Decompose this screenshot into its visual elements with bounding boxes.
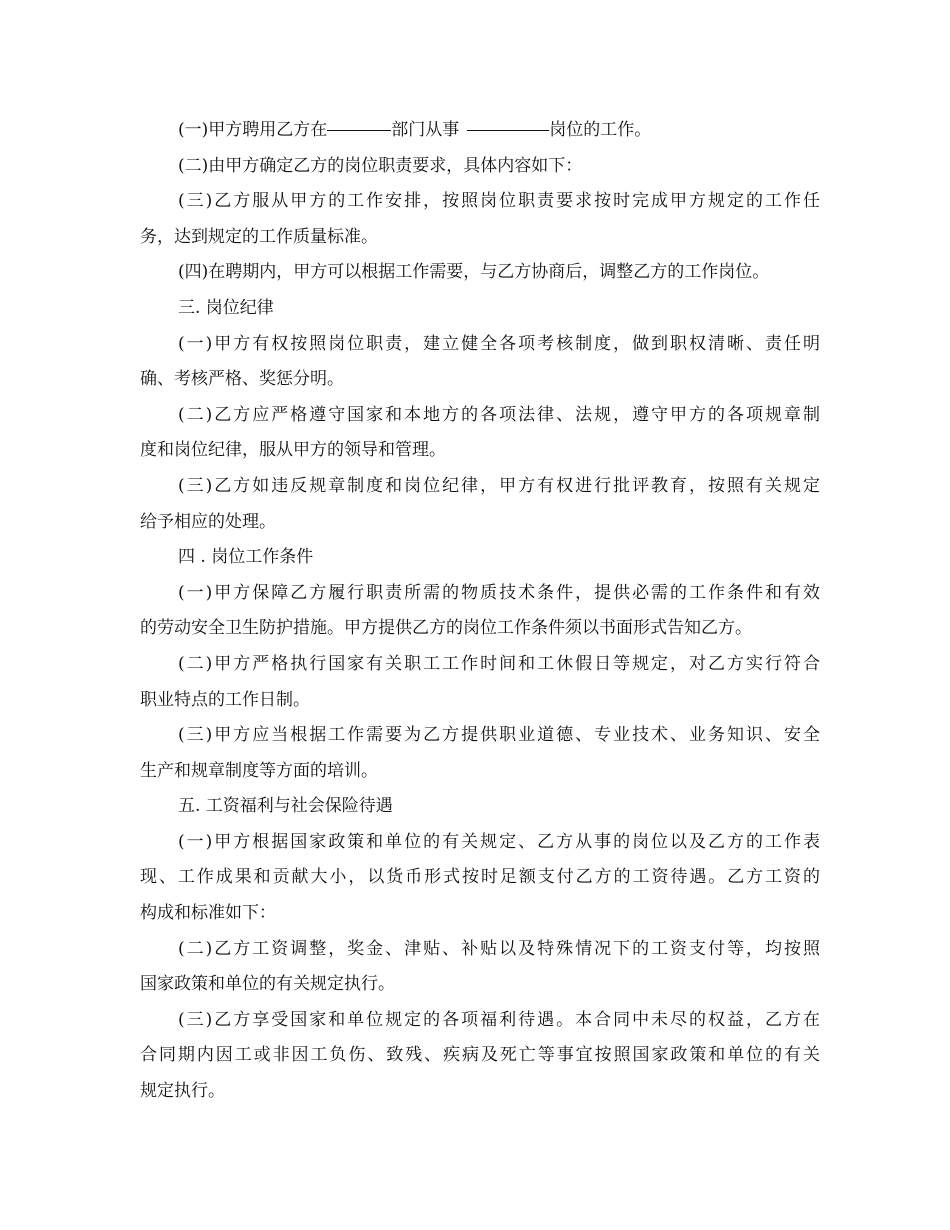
clause5-item1-line1: (一)甲方根据国家政策和单位的有关规定、乙方从事的岗位以及乙方的工作表 [178,831,820,852]
clause3-item1-line1: (一)甲方有权按照岗位职责，建立健全各项考核制度，做到职权清晰、责任明 [178,333,820,354]
clause4-item3-line2: 生产和规章制度等方面的培训。 [140,760,378,781]
clause5-item1-line3: 构成和标准如下： [140,903,276,924]
clause5-heading: 五. 工资福利与社会保险待遇 [178,796,393,817]
clause2-item1-suffix: 岗位的工作。 [549,120,652,140]
clause3-item1-line2: 确、考核严格、奖惩分明。 [140,369,344,390]
clause4-item1-line1: (一)甲方保障乙方履行职责所需的物质技术条件，提供必需的工作条件和有效 [178,582,820,603]
clause2-item1 [140,113,820,149]
clause3-item3-line2: 给予相应的处理。 [140,511,276,532]
document-body [140,113,820,1110]
clause5-item1-line2: 现、工作成果和贡献大小，以货币形式按时足额支付乙方的工资待遇。乙方工资的 [140,867,820,888]
clause4-heading: 四 . 岗位工作条件 [178,547,314,568]
clause5-item2-line2: 国家政策和单位的有关规定执行。 [140,974,395,995]
clause2-item4: (四)在聘期内，甲方可以根据工作需要，与乙方协商后，调整乙方的工作岗位。 [178,262,770,283]
department-blank [327,129,391,131]
clause3-item2-line1: (二)乙方应严格遵守国家和本地方的各项法律、法规，遵守甲方的各项规章制 [178,404,820,425]
clause5-item3-line2: 合同期内因工或非因工负伤、致残、疾病及死亡等事宜按照国家政策和单位的有关 [140,1045,820,1066]
clause2-item1-middle: 部门从事 [391,120,460,140]
clause2-item2: (二)由甲方确定乙方的岗位职责要求，具体内容如下： [178,155,583,176]
clause4-item3-line1: (三)甲方应当根据工作需要为乙方提供职业道德、专业技术、业务知识、安全 [178,725,820,746]
position-blank [467,129,549,131]
clause3-item2-line2: 度和岗位纪律，服从甲方的领导和管理。 [140,440,446,461]
clause5-item3-line3: 规定执行。 [140,1081,225,1102]
clause4-item2-line2: 职业特点的工作日制。 [140,689,310,710]
clause2-item3-line1: (三)乙方服从甲方的工作安排，按照岗位职责要求按时完成甲方规定的工作任 [178,191,820,212]
clause4-item1-line2: 的劳动安全卫生防护措施。甲方提供乙方的岗位工作条件须以书面形式告知乙方。 [140,618,752,639]
clause3-item3-line1: (三)乙方如违反规章制度和岗位纪律，甲方有权进行批评教育，按照有关规定 [178,475,820,496]
clause4-item2-line1: (二)甲方严格执行国家有关职工工作时间和工休假日等规定，对乙方实行符合 [178,653,820,674]
clause3-heading: 三. 岗位纪律 [178,297,274,318]
clause5-item2-line1: (二)乙方工资调整，奖金、津贴、补贴以及特殊情况下的工资支付等，均按照 [178,938,820,959]
clause2-item1-prefix: (一)甲方聘用乙方在 [178,120,328,140]
clause5-item3-line1: (三)乙方享受国家和单位规定的各项福利待遇。本合同中未尽的权益，乙方在 [178,1009,820,1030]
clause2-item3-line2: 务，达到规定的工作质量标准。 [140,226,378,247]
